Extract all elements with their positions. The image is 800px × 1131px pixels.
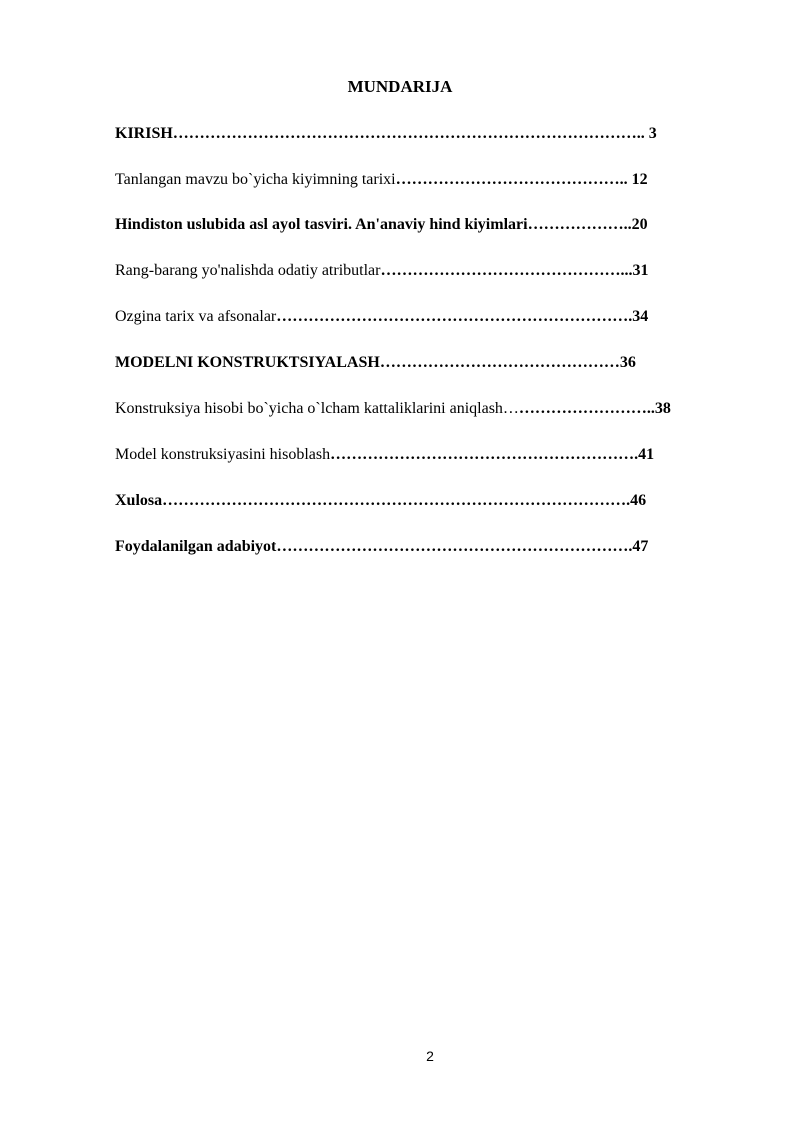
toc-entry-title: KIRISH	[115, 125, 173, 142]
toc-entry-konstruksiya	[115, 399, 671, 419]
toc-entry-leader: …………………………………………………………	[276, 538, 629, 555]
toc-heading: MUNDARIJA	[347, 77, 453, 96]
toc-entry-page: 12	[627, 171, 648, 188]
toc-entry-kirish	[115, 124, 657, 144]
toc-entry-leader: ……………………………………………………………………………	[162, 492, 627, 509]
toc-entry-page: 36	[619, 354, 636, 371]
toc-entry-title: Hindiston uslubida asl ayol tasviri. An'anaviy hind kiyimlari	[115, 216, 528, 233]
page-number: 2	[426, 1048, 434, 1064]
toc-entry-title: Model konstruksiyasini hisoblash	[115, 446, 331, 463]
toc-entry-title: Tanlangan mavzu bo`yicha kiyimning tarixi	[115, 171, 396, 188]
toc-entry-leader: ………………………………………..	[380, 262, 629, 279]
toc-entry-page: .20	[627, 216, 648, 233]
toc-entry-leader: ………………………………………	[379, 354, 620, 371]
toc-entry-leader: ……………………	[518, 400, 647, 417]
toc-entry-page: .46	[626, 492, 647, 509]
toc-entry-leader: …………………………………………………………	[276, 308, 629, 325]
toc-entry-page: ..38	[646, 400, 671, 417]
toc-entry-page: .31	[628, 262, 649, 279]
toc-entry-page: .41	[634, 446, 655, 463]
toc-entry-adabiyot	[115, 537, 648, 557]
toc-entry-leader: ……………………………………………………………………………..	[172, 125, 645, 142]
toc-entry-hisoblash	[115, 445, 654, 465]
toc-entry-leader: ……………………………………..	[395, 171, 628, 188]
toc-entry-title: Foydalanilgan adabiyot	[115, 538, 277, 555]
toc-entry-tarix	[115, 170, 648, 190]
toc-entry-rang-barang	[115, 261, 648, 281]
toc-entry-title: Rang-barang yo'nalishda odatiy atributlar	[115, 262, 381, 279]
toc-entry-title: Konstruksiya hisobi bo`yicha o`lcham kattaliklarini aniqlash…	[115, 400, 519, 417]
toc-entry-ozgina	[115, 307, 648, 327]
toc-entry-title: MODELNI KONSTRUKTSIYALASH	[115, 354, 380, 371]
toc-entry-xulosa	[115, 491, 646, 511]
toc-entry-leader: ……………….	[527, 216, 628, 233]
toc-entry-modelni	[115, 353, 636, 373]
toc-entry-page: .34	[628, 308, 649, 325]
toc-entry-leader: …………………………………………………	[330, 446, 635, 463]
toc-entry-page: 3	[644, 125, 657, 142]
toc-entry-title: Ozgina tarix va afsonalar	[115, 308, 277, 325]
toc-entry-title: Xulosa	[115, 492, 163, 509]
toc-entry-hindiston	[115, 215, 648, 235]
toc-entry-page: .47	[628, 538, 649, 555]
